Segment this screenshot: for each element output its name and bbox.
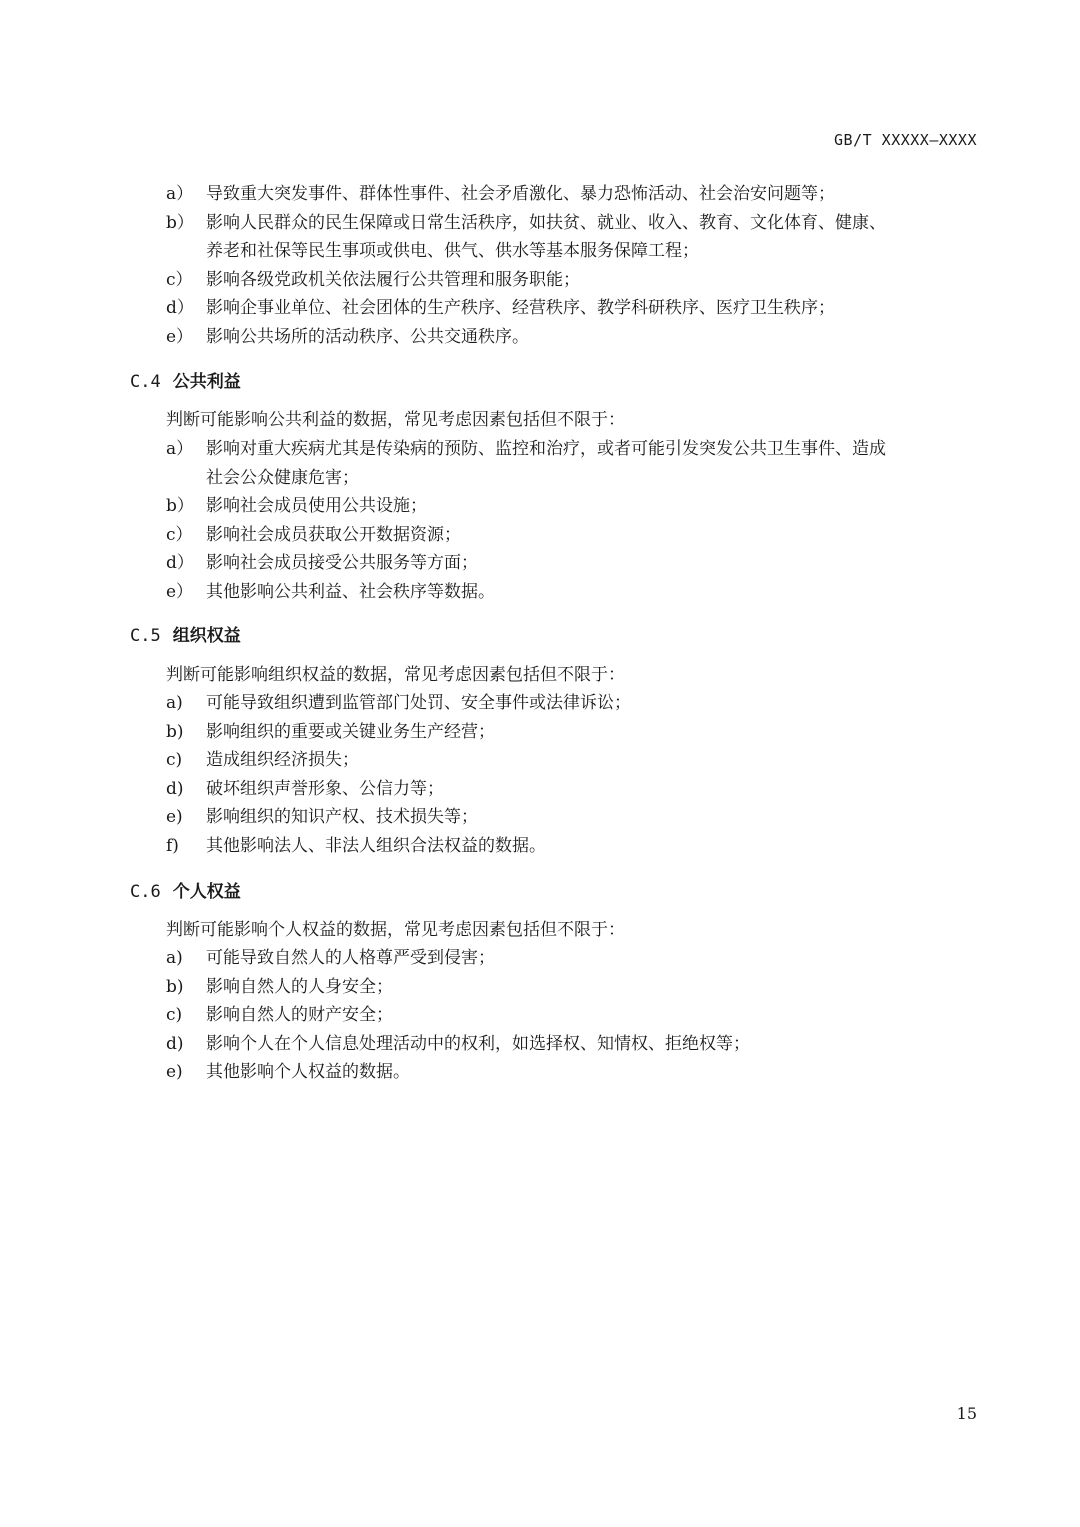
list-item-text: 破坏组织声誉形象、公信力等；: [206, 778, 444, 799]
list-marker: d): [166, 1033, 184, 1054]
list-item: [166, 803, 996, 832]
section-title-text: 个人权益: [172, 882, 241, 902]
list-marker: d): [166, 778, 184, 799]
list-item: [166, 180, 996, 209]
list-item: [166, 1030, 996, 1059]
section-title-text: 组织权益: [172, 626, 241, 646]
list-item-text: 影响企事业单位、社会团体的生产秩序、经营秩序、教学科研秩序、医疗卫生秩序；: [206, 298, 835, 318]
list-item: [166, 1058, 996, 1087]
list-item: [166, 549, 996, 578]
list-item-text: 影响社会成员接受公共服务等方面；: [206, 553, 478, 573]
list-marker: f): [166, 835, 179, 856]
list-marker: e): [166, 1062, 183, 1082]
section-intro: 判断可能影响个人权益的数据，常见考虑因素包括但不限于：: [166, 920, 625, 940]
list-item-text: 其他影响公共利益、社会秩序等数据。: [206, 581, 495, 602]
top-list: [166, 180, 996, 351]
list-item-text-continued: 养老和社保等民生事项或供电、供气、供水等基本服务保障工程；: [206, 241, 699, 261]
list-item-text: 导致重大突发事件、群体性事件、社会矛盾激化、暴力恐怖活动、社会治安问题等；: [206, 184, 835, 204]
list-item-text: 其他影响个人权益的数据。: [206, 1062, 410, 1082]
list-item-text: 其他影响法人、非法人组织合法权益的数据。: [206, 835, 546, 856]
list-item: [166, 521, 996, 550]
list-item-text: 影响组织的知识产权、技术损失等；: [206, 807, 478, 827]
list-item-text: 可能导致自然人的人格尊严受到侵害；: [206, 948, 495, 968]
section-heading-c6: [130, 877, 241, 902]
section-number: C.5: [130, 626, 161, 646]
list-item-text: 影响公共场所的活动秩序、公共交通秩序。: [206, 326, 529, 347]
list-marker: e）: [166, 581, 194, 602]
list-marker: b）: [166, 212, 194, 233]
list-item-text: 影响人民群众的民生保障或日常生活秩序，如扶贫、就业、收入、教育、文化体育、健康、: [206, 212, 886, 233]
list-marker: a）: [166, 439, 194, 459]
list-item-text: 影响社会成员使用公共设施；: [206, 496, 427, 516]
list-item-text: 可能导致组织遭到监管部门处罚、安全事件或法律诉讼；: [206, 693, 631, 713]
list-marker: a）: [166, 184, 194, 204]
list-item: [166, 1001, 996, 1030]
list-marker: a): [166, 948, 183, 968]
c6-list: [166, 944, 996, 1087]
list-item: [166, 435, 996, 492]
list-item: [166, 578, 996, 607]
list-marker: e): [166, 807, 183, 827]
section-title-text: 公共利益: [172, 372, 241, 392]
section-intro: 判断可能影响公共利益的数据，常见考虑因素包括但不限于：: [166, 410, 625, 430]
section-number: C.6: [130, 882, 161, 902]
list-item-text: 影响自然人的人身安全；: [206, 976, 393, 997]
list-item: [166, 832, 996, 861]
list-marker: e）: [166, 326, 194, 347]
list-marker: a): [166, 693, 183, 713]
list-item: [166, 266, 996, 295]
list-item: [166, 323, 996, 352]
list-marker: b）: [166, 496, 194, 516]
list-marker: b): [166, 721, 184, 742]
list-item: [166, 944, 996, 973]
list-item: [166, 746, 996, 775]
section-intro: 判断可能影响组织权益的数据，常见考虑因素包括但不限于：: [166, 665, 625, 685]
document-code: GB/T XXXXX—XXXX: [834, 131, 977, 149]
list-marker: c): [166, 750, 183, 770]
list-marker: b): [166, 976, 184, 997]
list-item-text: 造成组织经济损失；: [206, 750, 359, 770]
list-item-text: 影响对重大疾病尤其是传染病的预防、监控和治疗，或者可能引发突发公共卫生事件、造成: [206, 439, 886, 459]
list-item-text: 影响个人在个人信息处理活动中的权利，如选择权、知情权、拒绝权等；: [206, 1033, 750, 1054]
page-number: 15: [956, 1404, 977, 1423]
list-item-text: 影响自然人的财产安全；: [206, 1005, 393, 1025]
list-item-text-continued: 社会公众健康危害；: [206, 467, 359, 488]
c4-list: [166, 435, 996, 606]
c5-list: [166, 689, 996, 860]
list-marker: d）: [166, 298, 194, 318]
list-item-text: 影响各级党政机关依法履行公共管理和服务职能；: [206, 269, 580, 290]
section-heading-c5: [130, 621, 241, 646]
list-marker: d）: [166, 553, 194, 573]
list-item-text: 影响组织的重要或关键业务生产经营；: [206, 721, 495, 742]
list-marker: c）: [166, 269, 193, 290]
list-item: [166, 775, 996, 804]
section-heading-c4: [130, 367, 241, 392]
list-item: [166, 689, 996, 718]
list-item-text: 影响社会成员获取公开数据资源；: [206, 524, 461, 545]
list-marker: c）: [166, 524, 193, 545]
list-item: [166, 209, 996, 266]
section-number: C.4: [130, 372, 161, 392]
list-item: [166, 973, 996, 1002]
list-item: [166, 718, 996, 747]
list-item: [166, 294, 996, 323]
list-item: [166, 492, 996, 521]
list-marker: c): [166, 1005, 183, 1025]
